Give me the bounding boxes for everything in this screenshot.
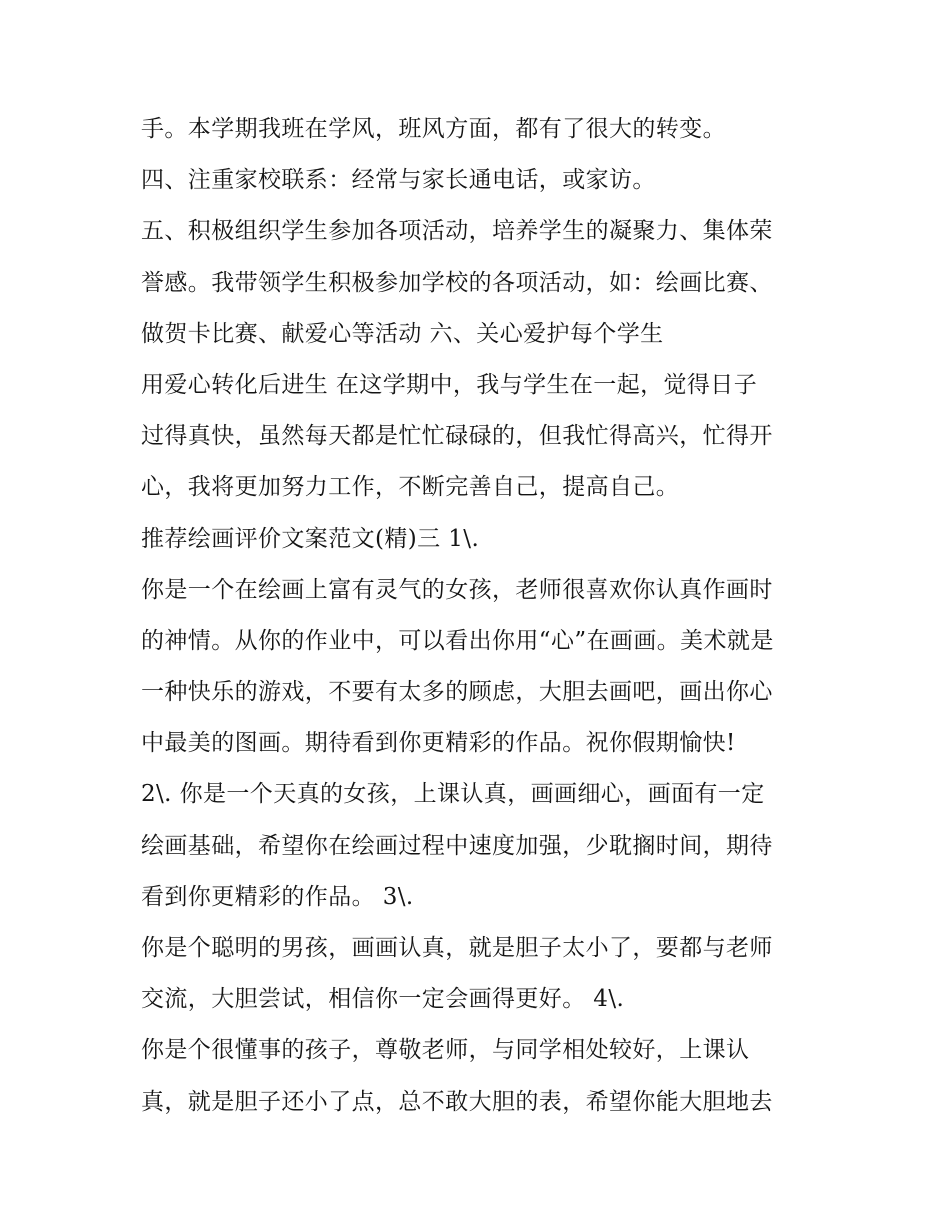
text-line: 誉感。我带领学生积极参加学校的各项活动，如：绘画比赛、 (141, 269, 773, 296)
text-line: 一种快乐的游戏，不要有太多的顾虑，大胆去画吧，画出你心 (141, 679, 773, 706)
text-line: 手。本学期我班在学风，班风方面，都有了很大的转变。 (141, 116, 726, 142)
section-heading: 推荐绘画评价文案范文(精)三 1\. (141, 525, 480, 552)
text-line: 看到你更精彩的作品。 3\. (141, 883, 414, 910)
body-text (141, 104, 831, 1128)
text-line: 交流，大胆尝试，相信你一定会画得更好。 4\. (141, 986, 625, 1013)
text-line: 的神情。从你的作业中，可以看出你用“心”在画画。美术就是 (141, 627, 774, 654)
text-line: 绘画基础，希望你在绘画过程中速度加强，少耽搁时间，期待 (141, 832, 773, 859)
text-line: 心，我将更加努力工作，不断完善自己，提高自己。 (141, 474, 680, 501)
text-line: 你是个很懂事的孩子，尊敬老师，与同学相处较好，上课认 (141, 1037, 750, 1064)
text-line: 五、积极组织学生参加各项活动，培养学生的凝聚力、集体荣 (141, 218, 773, 245)
text-line: 你是个聪明的男孩，画画认真，就是胆子太小了，要都与老师 (141, 935, 773, 961)
text-line: 四、注重家校联系：经常与家长通电话，或家访。 (141, 167, 656, 194)
text-line: 过得真快，虽然每天都是忙忙碌碌的，但我忙得高兴，忙得开 (141, 423, 773, 450)
text-line: 中最美的图画。期待看到你更精彩的作品。祝你假期愉快! (141, 730, 736, 757)
text-line: 用爱心转化后进生 在这学期中，我与学生在一起，觉得日子 (141, 371, 758, 398)
text-line: 2\. 你是一个天真的女孩，上课认真，画画细心，画面有一定 (141, 781, 765, 808)
text-line: 你是一个在绘画上富有灵气的女孩，老师很喜欢你认真作画时 (141, 576, 773, 603)
text-line: 真，就是胆子还小了点，总不敢大胆的表，希望你能大胆地去 (141, 1088, 773, 1115)
text-line: 做贺卡比赛、献爱心等活动 六、关心爱护每个学生 (141, 320, 664, 347)
